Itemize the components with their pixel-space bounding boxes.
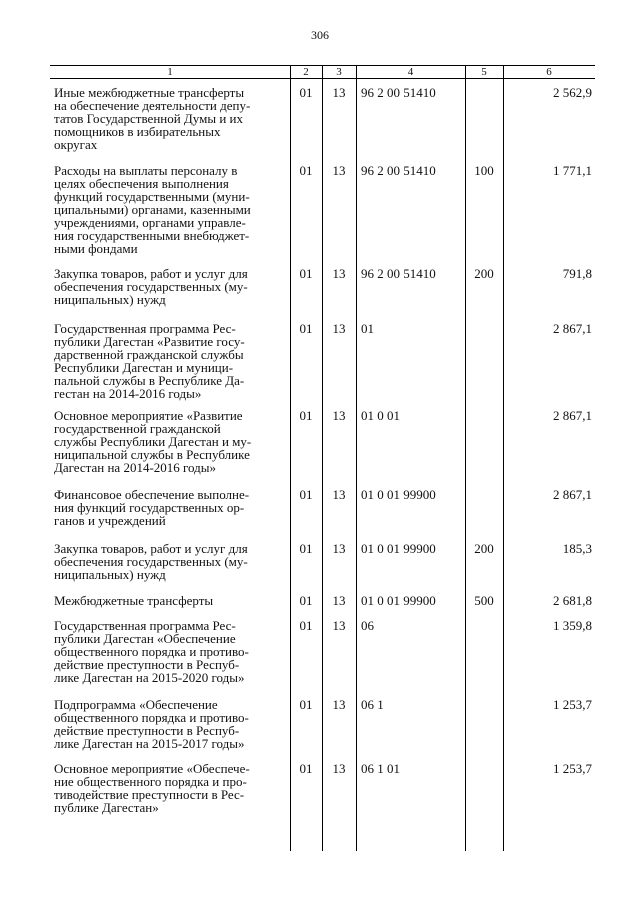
column-divider	[465, 66, 466, 851]
row-subsection-code: 13	[332, 163, 346, 178]
row-amount: 2 562,9	[553, 85, 592, 100]
row-amount: 1 253,7	[553, 697, 592, 712]
row-subsection-code: 13	[332, 593, 346, 608]
row-name: Расходы на выплаты персоналу в целях обеспечения выполнения функций государственными (муни- ципальными) органами, казенными учреждениями, органами управле- ния государственными внебюджет- ными фондами	[54, 163, 251, 256]
row-subsection-code: 13	[332, 541, 346, 556]
page-number: 306	[311, 28, 329, 42]
column-divider	[356, 66, 357, 851]
column-header: 3	[336, 66, 342, 78]
row-expense-type: 200	[474, 266, 494, 281]
row-section-code: 01	[299, 761, 313, 776]
column-header: 5	[481, 66, 487, 78]
row-amount: 2 867,1	[553, 487, 592, 502]
row-name: Государственная программа Рес- публики Дагестан «Развитие госу- дарственной гражданской службы Республики Дагестан и муници- пальной службы в Республике Да- гестан на 2014-2016 годы»	[54, 321, 245, 401]
row-section-code: 01	[299, 321, 313, 336]
row-amount: 1 771,1	[553, 163, 592, 178]
row-target-code: 01 0 01 99900	[361, 541, 436, 556]
row-subsection-code: 13	[332, 85, 346, 100]
row-expense-type: 500	[474, 593, 494, 608]
row-target-code: 01 0 01 99900	[361, 593, 436, 608]
row-amount: 1 253,7	[553, 761, 592, 776]
column-divider	[290, 66, 291, 851]
row-subsection-code: 13	[332, 761, 346, 776]
row-section-code: 01	[299, 541, 313, 556]
row-expense-type: 100	[474, 163, 494, 178]
row-section-code: 01	[299, 618, 313, 633]
row-name: Подпрограмма «Обеспечение общественного порядка и противо- действие преступности в Респуб- лике Дагестан на 2015-2017 годы»	[54, 697, 249, 751]
row-amount: 1 359,8	[553, 618, 592, 633]
row-subsection-code: 13	[332, 697, 346, 712]
row-section-code: 01	[299, 266, 313, 281]
row-section-code: 01	[299, 163, 313, 178]
row-amount: 2 867,1	[553, 321, 592, 336]
row-target-code: 06 1 01	[361, 761, 400, 776]
column-header: 2	[303, 66, 309, 78]
row-name: Закупка товаров, работ и услуг для обеспечения государственных (му- ниципальных) нужд	[54, 266, 248, 307]
row-target-code: 01	[361, 321, 374, 336]
row-name: Основное мероприятие «Обеспече- ние общественного порядка и про- тиводействие преступности в Рес- публике Дагестан»	[54, 761, 250, 815]
row-name: Государственная программа Рес- публики Дагестан «Обеспечение общественного порядка и противо- действие преступности в Респуб- лике Дагестан на 2015-2020 годы»	[54, 618, 249, 685]
row-target-code: 06 1	[361, 697, 384, 712]
row-target-code: 96 2 00 51410	[361, 85, 436, 100]
row-target-code: 01 0 01	[361, 408, 400, 423]
table-header-row	[50, 66, 595, 79]
row-name: Финансовое обеспечение выполне- ния функций государственных ор- ганов и учреждений	[54, 487, 250, 528]
row-section-code: 01	[299, 593, 313, 608]
row-target-code: 06	[361, 618, 374, 633]
column-header: 6	[546, 66, 552, 78]
row-expense-type: 200	[474, 541, 494, 556]
row-subsection-code: 13	[332, 321, 346, 336]
row-subsection-code: 13	[332, 487, 346, 502]
row-subsection-code: 13	[332, 408, 346, 423]
row-section-code: 01	[299, 487, 313, 502]
row-target-code: 01 0 01 99900	[361, 487, 436, 502]
budget-table	[50, 65, 595, 851]
row-target-code: 96 2 00 51410	[361, 163, 436, 178]
row-name: Межбюджетные трансферты	[54, 593, 214, 608]
row-section-code: 01	[299, 85, 313, 100]
column-header: 1	[167, 66, 173, 78]
column-divider	[322, 66, 323, 851]
column-header: 4	[407, 66, 414, 78]
row-subsection-code: 13	[332, 618, 346, 633]
row-target-code: 96 2 00 51410	[361, 266, 436, 281]
row-section-code: 01	[299, 408, 313, 423]
column-divider	[503, 66, 504, 851]
row-amount: 791,8	[562, 266, 592, 281]
row-name: Закупка товаров, работ и услуг для обеспечения государственных (му- ниципальных) нужд	[54, 541, 248, 582]
row-name: Иные межбюджетные трансферты на обеспечение деятельности депу- татов Государственной Думы и их помощников в избирательных округах	[54, 85, 251, 152]
row-section-code: 01	[299, 697, 313, 712]
row-name: Основное мероприятие «Развитие государственной гражданской службы Республики Дагестан и му- ниципальной службы в Республике Дагестан на 2014-2016 годы»	[54, 408, 252, 475]
row-amount: 2 867,1	[553, 408, 592, 423]
row-subsection-code: 13	[332, 266, 346, 281]
row-amount: 185,3	[562, 541, 592, 556]
row-amount: 2 681,8	[553, 593, 592, 608]
